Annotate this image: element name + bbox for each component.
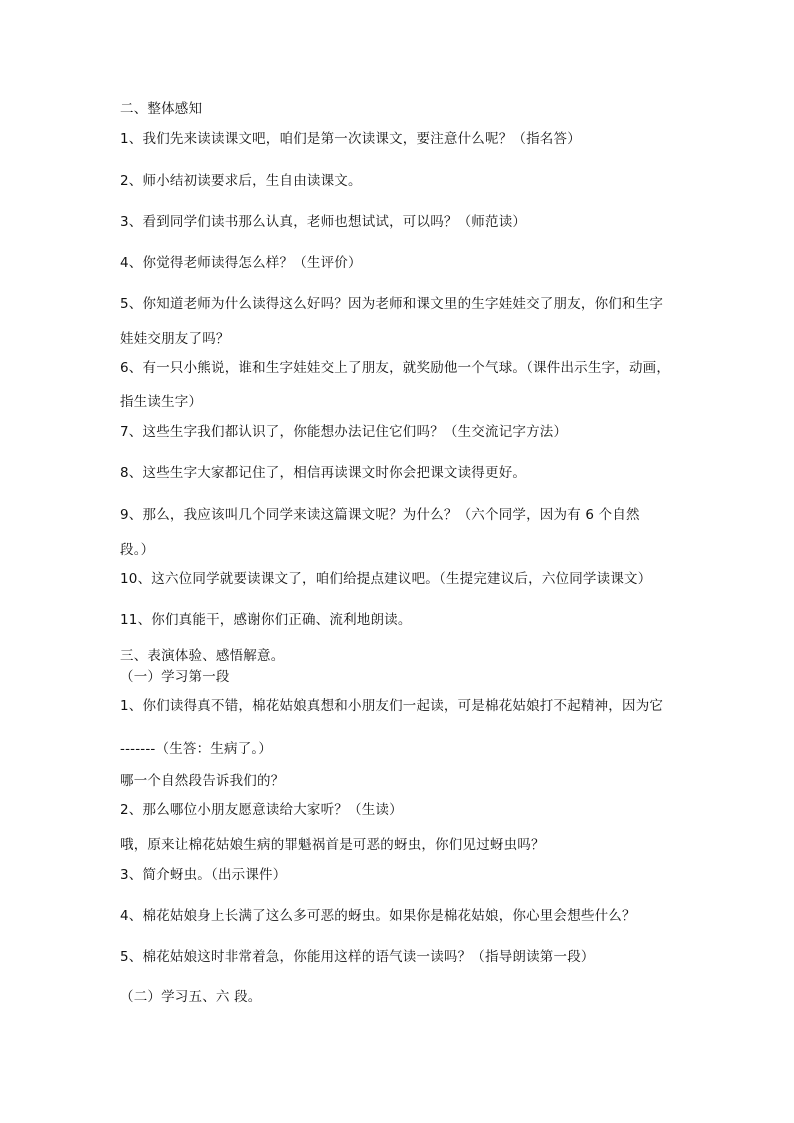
- paragraph-line: 5、棉花姑娘这时非常着急，你能用这样的语气读一读吗？（指导朗读第一段）: [120, 949, 595, 965]
- paragraph-line: 段。）: [120, 542, 155, 558]
- paragraph-line: 9、那么，我应该叫几个同学来读这篇课文呢？为什么？（六个同学，因为有 6 个自然: [120, 507, 640, 523]
- paragraph-line: 6、有一只小熊说，谁和生字娃娃交上了朋友，就奖励他一个气球。（课件出示生字，动画，: [120, 360, 671, 376]
- paragraph-line: 5、你知道老师为什么读得这么好吗？因为老师和课文里的生字娃娃交了朋友，你们和生字: [120, 296, 664, 312]
- paragraph-line: -------（生答：生病了。）: [120, 741, 273, 757]
- paragraph-line: 指生读生字）: [120, 394, 203, 410]
- paragraph-line: 2、师小结初读要求后，生自由读课文。: [120, 173, 362, 189]
- paragraph-line: 3、看到同学们读书那么认真，老师也想试试，可以吗？（师范读）: [120, 214, 527, 230]
- paragraph-line: 3、简介蚜虫。（出示课件）: [120, 867, 287, 883]
- paragraph-line: 1、我们先来读读课文吧，咱们是第一次读课文，要注意什么呢？（指名答）: [120, 131, 581, 147]
- paragraph-line: 10、这六位同学就要读课文了，咱们给提点建议吧。（生提完建议后，六位同学读课文）: [120, 571, 652, 587]
- paragraph-line: 7、这些生字我们都认识了，你能想办法记住它们吗？（生交流记字方法）: [120, 424, 568, 440]
- paragraph-line: 哪一个自然段告诉我们的？: [120, 773, 285, 789]
- section-heading: 二、整体感知: [120, 101, 203, 117]
- paragraph-line: 1、你们读得真不错，棉花姑娘真想和小朋友们一起读，可是棉花姑娘打不起精神，因为它: [120, 698, 664, 714]
- section-heading: 三、表演体验、感悟解意。: [120, 648, 285, 664]
- paragraph-line: 娃娃交朋友了吗？: [120, 331, 230, 347]
- paragraph-line: 11、你们真能干，感谢你们正确、流利地朗读。: [120, 612, 412, 628]
- subsection-heading: （一）学习第一段: [120, 669, 230, 685]
- paragraph-line: 4、你觉得老师读得怎么样？（生评价）: [120, 255, 362, 271]
- paragraph-line: 8、这些生字大家都记住了，相信再读课文时你会把课文读得更好。: [120, 465, 527, 481]
- paragraph-line: 4、棉花姑娘身上长满了这么多可恶的蚜虫。如果你是棉花姑娘，你心里会想些什么？: [120, 908, 636, 924]
- paragraph-line: 2、那么哪位小朋友愿意读给大家听？（生读）: [120, 802, 403, 818]
- paragraph-line: 哦，原来让棉花姑娘生病的罪魁祸首是可恶的蚜虫，你们见过蚜虫吗？: [120, 837, 545, 853]
- subsection-heading: （二）学习五、六 段。: [120, 989, 262, 1005]
